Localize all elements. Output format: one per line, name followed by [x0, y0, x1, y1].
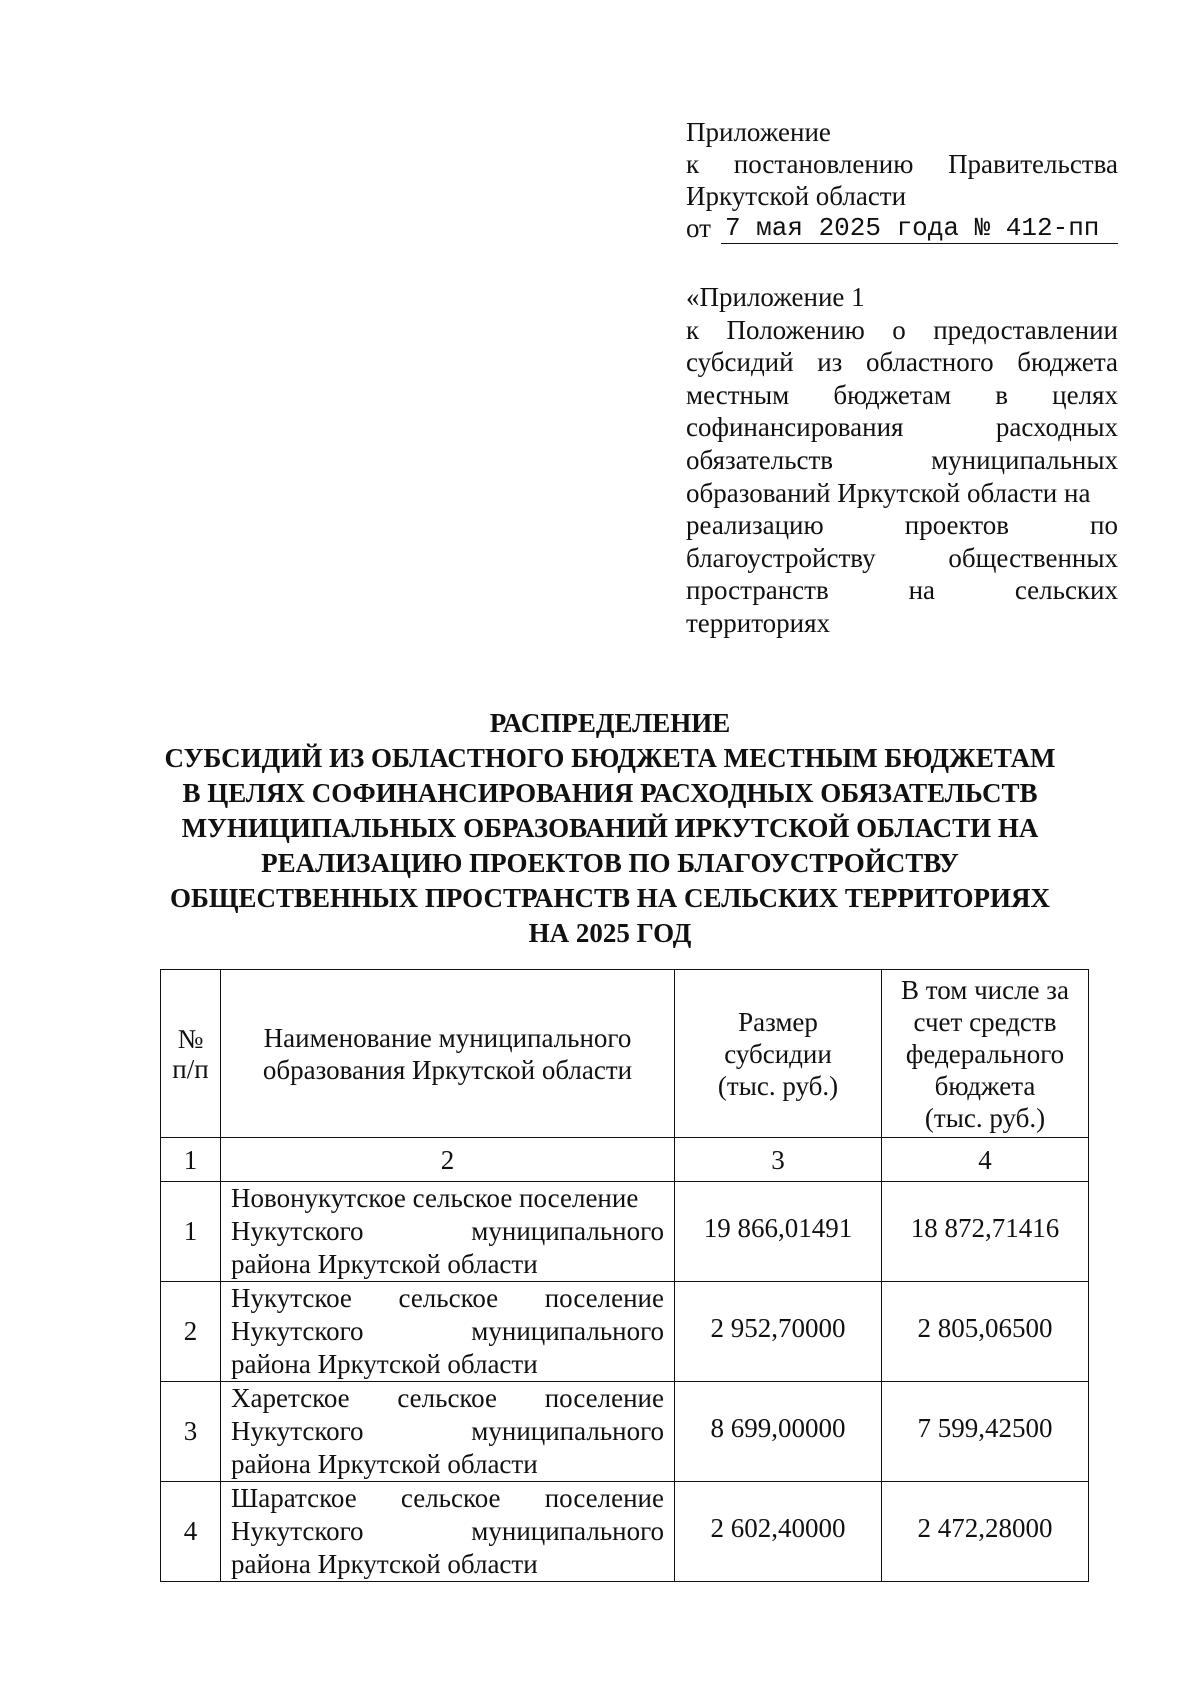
- name-line: [231, 1282, 664, 1315]
- word: района Иркутской области: [231, 1449, 538, 1479]
- sub-appendix-line: [686, 411, 1118, 444]
- sub-appendix-title: «Приложение 1: [686, 282, 865, 312]
- appendix-decree-line: [686, 148, 1118, 180]
- word: Нукутского: [231, 1216, 364, 1246]
- sub-appendix-block: [686, 281, 1118, 640]
- header-name-line: Наименование муниципального: [263, 1022, 632, 1053]
- header-federal-line: счет средств: [913, 1006, 1057, 1037]
- word: территориях: [686, 607, 831, 638]
- word: Положению: [726, 314, 865, 345]
- document-title: [140, 706, 1080, 951]
- federal-amount: 2 805,06500: [882, 1282, 1089, 1382]
- word: Новонукутское сельское поселение: [231, 1183, 639, 1213]
- word: муниципального: [471, 1516, 664, 1546]
- column-index: 4: [882, 1138, 1089, 1182]
- word: сельское: [397, 1383, 497, 1413]
- title-line: РЕАЛИЗАЦИЮ ПРОЕКТОВ ПО БЛАГОУСТРОЙСТВУ: [261, 848, 959, 878]
- federal-amount: 7 599,42500: [882, 1382, 1089, 1482]
- word: Нукутского: [231, 1316, 364, 1346]
- word: Шаратское: [231, 1483, 357, 1513]
- word: муниципального: [471, 1316, 664, 1346]
- column-index-row: [161, 1138, 1089, 1182]
- word: поселение: [544, 1383, 664, 1413]
- municipality-name: [221, 1182, 675, 1282]
- word: Нукутского: [231, 1416, 364, 1446]
- header-federal-line: федерального: [905, 1038, 1065, 1069]
- table-header-row: [161, 970, 1089, 1138]
- word: пространств: [686, 575, 829, 606]
- word: бюджета: [1017, 347, 1118, 378]
- word: субсидий: [686, 347, 794, 378]
- header-federal-line: В том числе за: [901, 974, 1069, 1005]
- sub-appendix-line: [686, 509, 1118, 542]
- column-index: 1: [161, 1138, 221, 1182]
- federal-amount: 2 472,28000: [882, 1482, 1089, 1582]
- name-line: [231, 1548, 664, 1581]
- word: предоставлении: [933, 314, 1118, 345]
- name-line: [231, 1348, 664, 1381]
- word: района Иркутской области: [231, 1549, 538, 1579]
- sub-appendix-line: [686, 542, 1118, 575]
- header-num: [161, 970, 221, 1138]
- word: сельских: [1014, 575, 1118, 606]
- title-line: НА 2025 ГОД: [528, 918, 692, 948]
- row-number: 2: [161, 1282, 221, 1382]
- word: бюджетам: [833, 379, 952, 410]
- word: в: [995, 379, 1008, 410]
- sub-appendix-line: [686, 346, 1118, 379]
- word: сельское: [400, 1483, 501, 1513]
- header-federal-line: бюджета: [934, 1070, 1036, 1101]
- sub-appendix-line: [686, 477, 1118, 510]
- decree-ref-number: 7 мая 2025 года № 412-пп: [721, 213, 1118, 244]
- name-line: [231, 1248, 664, 1281]
- name-line: [231, 1315, 664, 1348]
- table-row: [161, 1282, 1089, 1382]
- name-line: [231, 1448, 664, 1481]
- municipality-name: [221, 1482, 675, 1582]
- table-row: [161, 1382, 1089, 1482]
- name-line: [231, 1215, 664, 1248]
- row-number: 1: [161, 1182, 221, 1282]
- name-line: [231, 1515, 664, 1548]
- word: местным: [686, 379, 790, 410]
- word: областного: [865, 347, 994, 378]
- title-line: СУБСИДИЙ ИЗ ОБЛАСТНОГО БЮДЖЕТА МЕСТНЫМ БЮДЖЕТАМ: [164, 743, 1056, 773]
- name-line: [231, 1382, 664, 1415]
- word: обязательств: [686, 444, 834, 475]
- word: проектов: [904, 510, 1009, 541]
- word: к: [686, 149, 700, 179]
- sub-appendix-line: [686, 607, 1118, 640]
- header-size-line: (тыс. руб.): [717, 1070, 839, 1101]
- word: муниципального: [471, 1216, 664, 1246]
- appendix-region: Иркутской области: [686, 181, 907, 211]
- name-line: [231, 1415, 664, 1448]
- word: постановлению: [733, 149, 914, 179]
- federal-amount: 18 872,71416: [882, 1182, 1089, 1282]
- header-num-line: п/п: [172, 1053, 209, 1084]
- appendix-title: Приложение: [686, 117, 831, 147]
- header-name: [221, 970, 675, 1138]
- title-line: МУНИЦИПАЛЬНЫХ ОБРАЗОВАНИЙ ИРКУТСКОЙ ОБЛАСТИ НА: [181, 813, 1039, 843]
- word: целях: [1052, 379, 1118, 410]
- word: на: [908, 575, 935, 606]
- word: района Иркутской области: [231, 1349, 538, 1379]
- word: расходных: [995, 412, 1118, 443]
- appendix-header: [686, 116, 1118, 244]
- subsidy-amount: 2 952,70000: [675, 1282, 882, 1382]
- word: софинансирования: [686, 412, 904, 443]
- sub-appendix-line: [686, 574, 1118, 607]
- header-federal: [882, 970, 1089, 1138]
- table-row: [161, 1482, 1089, 1582]
- municipality-name: [221, 1282, 675, 1382]
- column-index: 2: [221, 1138, 675, 1182]
- header-federal-line: (тыс. руб.): [924, 1102, 1046, 1133]
- word: по: [1090, 510, 1118, 541]
- header-name-line: образования Иркутской области: [262, 1054, 633, 1085]
- row-number: 3: [161, 1382, 221, 1482]
- column-index: 3: [675, 1138, 882, 1182]
- word: общественных: [948, 542, 1118, 573]
- word: Нукутское: [231, 1283, 352, 1313]
- name-line: [231, 1182, 664, 1215]
- header-size: [675, 970, 882, 1138]
- sub-appendix-line: [686, 379, 1118, 412]
- title-line: РАСПРЕДЕЛЕНИЕ: [489, 708, 731, 738]
- subsidy-amount: 2 602,40000: [675, 1482, 882, 1582]
- header-size-line: Размер: [738, 1006, 818, 1037]
- word: поселение: [544, 1483, 664, 1513]
- word: Правительства: [948, 149, 1118, 179]
- word: муниципальных: [931, 444, 1118, 475]
- municipality-name: [221, 1382, 675, 1482]
- table-row: [161, 1182, 1089, 1282]
- name-line: [231, 1482, 664, 1515]
- header-num-line: №: [177, 1023, 204, 1054]
- word: к: [686, 314, 700, 345]
- subsidy-table: [160, 969, 1089, 1582]
- word: поселение: [544, 1283, 664, 1313]
- decree-ref-prefix: от: [686, 213, 711, 243]
- sub-appendix-line: [686, 444, 1118, 477]
- word: из: [817, 347, 843, 378]
- word: Харетское: [231, 1383, 350, 1413]
- word: района Иркутской области: [231, 1249, 538, 1279]
- word: благоустройству: [686, 542, 876, 573]
- subsidy-amount: 19 866,01491: [675, 1182, 882, 1282]
- subsidy-amount: 8 699,00000: [675, 1382, 882, 1482]
- title-line: В ЦЕЛЯХ СОФИНАНСИРОВАНИЯ РАСХОДНЫХ ОБЯЗАТЕЛЬСТВ: [182, 778, 1038, 808]
- word: реализацию: [686, 510, 824, 541]
- title-line: ОБЩЕСТВЕННЫХ ПРОСТРАНСТВ НА СЕЛЬСКИХ ТЕРРИТОРИЯХ: [170, 883, 1050, 913]
- word: образований Иркутской области на: [686, 477, 1091, 508]
- sub-appendix-line: [686, 314, 1118, 347]
- decree-reference: [686, 212, 1118, 244]
- word: о: [892, 314, 906, 345]
- row-number: 4: [161, 1482, 221, 1582]
- word: сельское: [398, 1283, 499, 1313]
- word: Нукутского: [231, 1516, 364, 1546]
- word: муниципального: [471, 1416, 664, 1446]
- header-size-line: субсидии: [724, 1038, 832, 1069]
